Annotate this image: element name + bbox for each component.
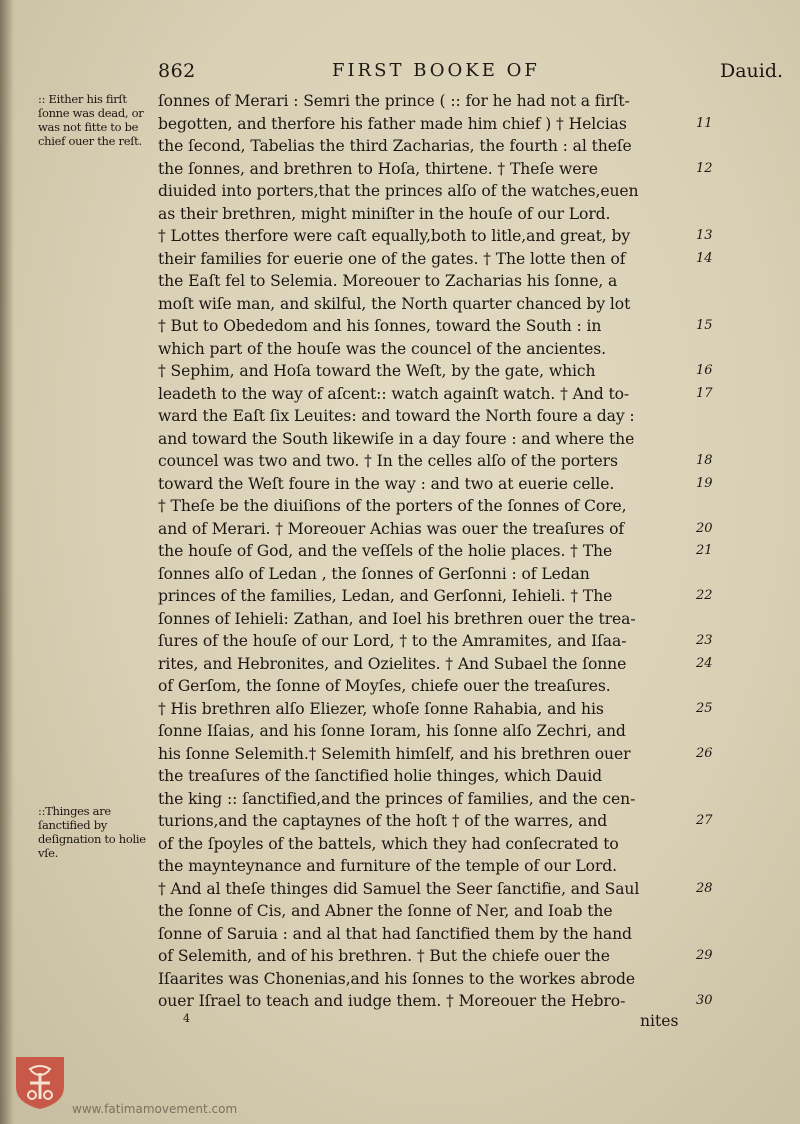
watermark-logo-icon (12, 1053, 68, 1111)
verse-number (696, 900, 736, 923)
verse-number (696, 203, 736, 226)
verse-number (696, 968, 736, 991)
text-line: † His brethren alſo Eliezer, whoſe ſonne Rahabia, and his (158, 699, 604, 718)
text-line: and of Merari. † Moreouer Achias was ouer the treaſures of (158, 519, 625, 538)
verse-number: 21 (696, 543, 713, 558)
verse-number: 25 (696, 700, 713, 716)
text-line: Iſaarites was Chonenias,and his ſonnes to the workes abrode (158, 969, 636, 988)
text-line: diuided into porters,that the princes alſo of the watches,euen (158, 182, 639, 200)
text-line: the king :: ſanctified,and the princes of families, and the cen- (158, 789, 636, 808)
text-line: leadeth to the way of aſcent:: watch againſt watch. † And to- (158, 384, 630, 403)
text-line: moſt wiſe man, and skilful, the North quarter chanced by lot (158, 294, 631, 313)
verse-number (696, 180, 736, 203)
verse-number (696, 788, 736, 811)
verse-number: 26 (696, 745, 713, 761)
text-line: † Sephim, and Hoſa toward the Weſt, by the gate, which (158, 362, 596, 380)
verse-number: 12 (696, 160, 713, 176)
text-line: the ſonnes, and brethren to Hoſa, thirtene. † Theſe were (158, 159, 598, 178)
text-line: as their brethren, might miniſter in the houſe of our Lord. (158, 204, 611, 223)
page-number: 862 (158, 60, 196, 82)
text-line: ouer Iſrael to teach and iudge them. † Moreouer the Hebro- (158, 992, 626, 1010)
signature-mark: 4 (183, 1012, 190, 1025)
catchword: nites (640, 1012, 679, 1030)
text-line: ward the Eaſt ſix Leuites: and toward the North foure a day : (158, 407, 635, 425)
text-line: the ſonne of Cis, and Abner the ſonne of Ner, and Ioab the (158, 902, 613, 920)
running-title-right: Dauid. (720, 60, 784, 82)
text-line: ſonnes of Merari : Semri the prince ( :: for he had not a firſt- (158, 92, 630, 110)
verse-number (696, 563, 736, 586)
text-line: of Gerſom, the ſonne of Moyſes, chiefe ouer the treaſures. (158, 677, 611, 695)
text-line: ſures of the houſe of our Lord, † to the Amramites, and Iſaa- (158, 632, 627, 650)
text-line: † But to Obededom and his ſonnes, toward the South : in (158, 317, 602, 335)
verse-number (696, 765, 736, 788)
verse-number: 17 (696, 385, 713, 401)
body-text (158, 90, 688, 1013)
text-line: ſonnes of Iehieli: Zathan, and Ioel his brethren ouer the trea- (158, 609, 636, 628)
text-line: ſonne Iſaias, and his ſonne Ioram, his ſonne alſo Zechri, and (158, 722, 626, 740)
verse-number: 23 (696, 633, 713, 648)
text-line: the maynteynance and furniture of the temple of our Lord. (158, 857, 618, 875)
verse-number: 22 (696, 588, 713, 603)
verse-number: 14 (696, 250, 713, 266)
text-line: ſonne of Saruia : and al that had ſanctified them by the hand (158, 924, 632, 943)
text-line: rites, and Hebronites, and Ozielites. † And Subael the ſonne (158, 654, 627, 673)
verse-number (696, 90, 736, 113)
verse-number: 16 (696, 363, 713, 378)
text-line: ſonnes alſo of Ledan , the ſonnes of Gerſonni : of Ledan (158, 564, 590, 583)
text-line: begotten, and therfore his father made him chief ) † Helcias (158, 114, 627, 133)
verse-number: 20 (696, 520, 713, 536)
margin-note: ::Thinges are ſanctified by deſignation to holie vſe. (38, 804, 146, 860)
text-line: † Lottes therfore were caſt equally,both to litle,and great, by (158, 227, 631, 245)
verse-number (696, 675, 736, 698)
watermark-url: www.fatimamovement.com (72, 1102, 238, 1116)
verse-number: 29 (696, 948, 713, 963)
text-line: his ſonne Selemith.† Selemith himſelf, and his brethren ouer (158, 744, 631, 763)
margin-note: :: Either his firſt ſonne was dead, or was not fitte to be chief ouer the reſt. (38, 92, 144, 148)
verse-number (696, 855, 736, 878)
text-line: the treaſures of the ſanctified holie thinges, which Dauid (158, 767, 603, 785)
text-line: the Eaſt fel to Selemia. Moreouer to Zacharias his ſonne, a (158, 272, 618, 290)
text-line: † Theſe be the diuiſions of the porters of the ſonnes of Core, (158, 497, 627, 515)
verse-number: 27 (696, 813, 713, 828)
text-line: their families for euerie one of the gates. † The lotte then of (158, 249, 626, 268)
verse-number (696, 608, 736, 631)
text-line: and toward the South likewiſe in a day foure : and where the (158, 429, 635, 448)
text-line: princes of the families, Ledan, and Gerſonni, Iehieli. † The (158, 587, 613, 605)
running-title: FIRST BOOKE OF (332, 60, 540, 81)
verse-number: 24 (696, 655, 713, 671)
verse-number (696, 833, 736, 856)
page-gutter-shadow (0, 0, 14, 1124)
text-line: toward the Weſt foure in the way : and two at euerie celle. (158, 474, 615, 493)
verse-number (696, 270, 736, 293)
verse-number (696, 923, 736, 946)
text-line: councel was two and two. † In the celles alſo of the porters (158, 452, 618, 470)
text-line: which part of the houſe was the councel of the ancientes. (158, 339, 607, 358)
verse-number: 13 (696, 228, 713, 243)
text-line: the houſe of God, and the veſſels of the holie places. † The (158, 542, 613, 560)
verse-number-column (696, 90, 736, 1013)
verse-number: 30 (696, 993, 713, 1008)
verse-number: 18 (696, 453, 713, 468)
verse-number (696, 135, 736, 158)
verse-number (696, 293, 736, 316)
verse-number (696, 428, 736, 451)
verse-number: 15 (696, 318, 713, 333)
verse-number: 19 (696, 475, 713, 491)
verse-number (696, 495, 736, 518)
verse-number (696, 338, 736, 361)
text-line: turions,and the captaynes of the hoſt † of the warres, and (158, 812, 608, 830)
verse-number: 28 (696, 880, 713, 896)
text-line: the ſecond, Tabelias the third Zacharias, the fourth : al theſe (158, 137, 632, 155)
text-line: of the ſpoyles of the battels, which they had conſecrated to (158, 834, 619, 853)
verse-number (696, 405, 736, 428)
verse-number (696, 720, 736, 743)
text-line: † And al theſe thinges did Samuel the Seer ſanctifie, and Saul (158, 879, 640, 898)
text-line: of Selemith, and of his brethren. † But the chiefe ouer the (158, 947, 610, 965)
verse-number: 11 (696, 115, 713, 131)
page-header (0, 60, 800, 86)
